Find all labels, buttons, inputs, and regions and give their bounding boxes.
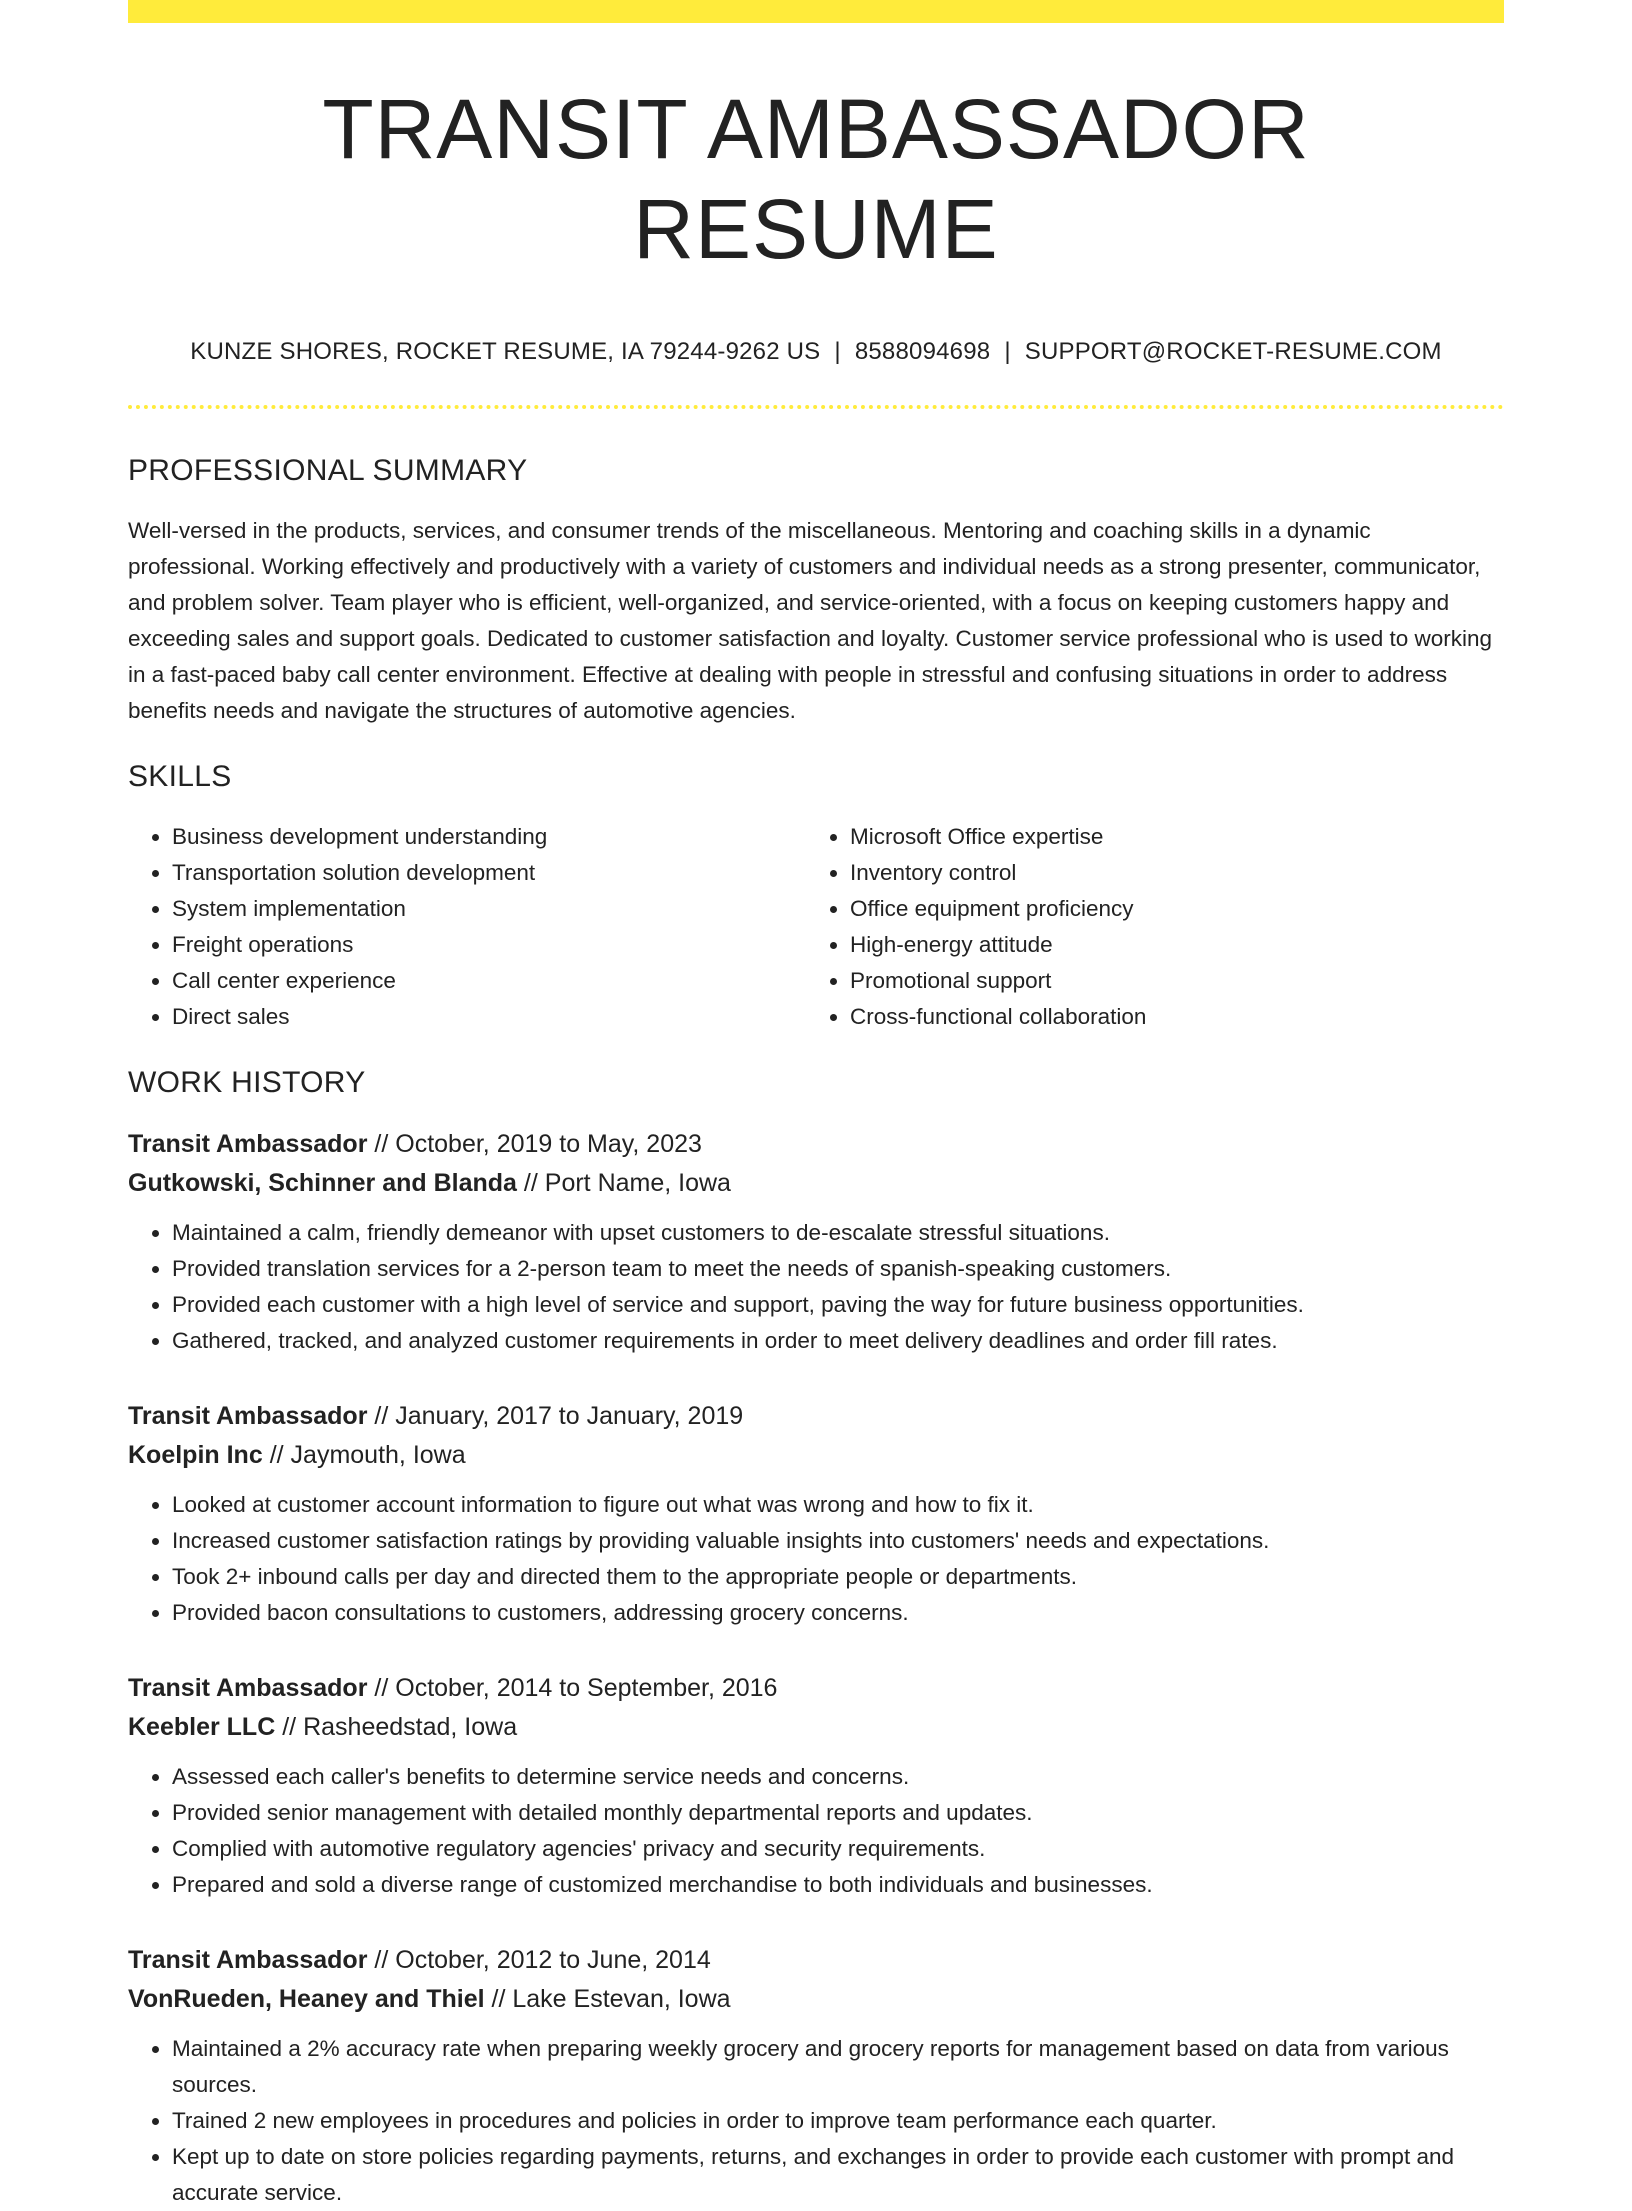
job-location: Rasheedstad, Iowa — [303, 1713, 518, 1741]
job-divider: // — [269, 1441, 284, 1469]
job-divider: // — [491, 1985, 506, 2013]
contact-line — [128, 337, 1504, 367]
job-entry — [128, 1941, 1504, 2211]
job-entry — [128, 1397, 1504, 1631]
job-location: Port Name, Iowa — [544, 1169, 731, 1197]
contact-separator: | — [1004, 338, 1011, 365]
job-bullet: • Gathered, tracked, and analyzed customer requirements in order to meet delivery deadlines and order fill rates. — [172, 1323, 1504, 1359]
resume-title: TRANSIT AMBASSADOR RESUME — [322, 82, 1310, 276]
job-bullet: • Assessed each caller's benefits to determine service needs and concerns. — [172, 1759, 1504, 1795]
job-dates: October, 2012 to June, 2014 — [395, 1946, 711, 1974]
job-bullet: • Took 2+ inbound calls per day and directed them to the appropriate people or departments. — [172, 1559, 1504, 1595]
job-divider: // — [282, 1713, 297, 1741]
job-company-line — [128, 1708, 1504, 1747]
job-title: Transit Ambassador — [128, 1402, 368, 1430]
job-bullets — [128, 1759, 1504, 1903]
job-divider: // — [523, 1169, 538, 1197]
skill-item: • Business development understanding — [172, 819, 806, 855]
contact-address: KUNZE SHORES, ROCKET RESUME, IA 79244-9262 US — [190, 338, 821, 365]
job-company: Gutkowski, Schinner and Blanda — [128, 1169, 517, 1197]
skill-item: • Freight operations — [172, 927, 806, 963]
skill-item: • Inventory control — [850, 855, 1484, 891]
job-bullet: • Provided each customer with a high level of service and support, paving the way for future business opportunities. — [172, 1287, 1504, 1323]
job-company: Keebler LLC — [128, 1713, 276, 1741]
skill-item: • Promotional support — [850, 963, 1484, 999]
job-location: Lake Estevan, Iowa — [512, 1985, 731, 2013]
skill-item: • Microsoft Office expertise — [850, 819, 1484, 855]
job-bullets — [128, 2031, 1504, 2211]
job-divider: // — [374, 1402, 389, 1430]
resume-page — [128, 0, 1504, 2211]
job-dates: January, 2017 to January, 2019 — [395, 1402, 744, 1430]
job-bullet: • Provided bacon consultations to customers, addressing grocery concerns. — [172, 1595, 1504, 1631]
contact-separator: | — [834, 338, 841, 365]
job-bullets — [128, 1487, 1504, 1631]
job-location: Jaymouth, Iowa — [290, 1441, 466, 1469]
job-company-line — [128, 1164, 1504, 1203]
job-title: Transit Ambassador — [128, 1946, 368, 1974]
job-bullet: • Provided translation services for a 2-person team to meet the needs of spanish-speaking customers. — [172, 1251, 1504, 1287]
contact-email[interactable]: SUPPORT@ROCKET-RESUME.COM — [1024, 338, 1442, 365]
contact-phone[interactable]: 8588094698 — [854, 338, 991, 365]
job-divider: // — [374, 1130, 389, 1158]
job-bullet: • Prepared and sold a diverse range of customized merchandise to both individuals and businesses. — [172, 1867, 1504, 1903]
job-company: VonRueden, Heaney and Thiel — [128, 1985, 485, 2013]
job-divider: // — [374, 1674, 389, 1702]
skill-item: • Direct sales — [172, 999, 806, 1035]
summary-text: Well-versed in the products, services, and consumer trends of the miscellaneous. Mentoring and coaching skills in a dynamic professional. Working effectively and productively with a variety of customers and individual needs as a strong presenter, communicator, and problem solver. Team player who is efficient, well-organized, and service-oriented, with a focus on keeping customers happy and exceeding sales and support goals. Dedicated to customer satisfaction and loyalty. Customer service professional who is used to working in a fast-paced baby call center environment. Effective at dealing with people in stressful and confusing situations in order to address benefits needs and navigate the structures of automotive agencies. — [128, 518, 1493, 723]
skill-item: • High-energy attitude — [850, 927, 1484, 963]
job-title: Transit Ambassador — [128, 1674, 368, 1702]
job-bullet: • Maintained a 2% accuracy rate when preparing weekly grocery and grocery reports for management based on data from various sources. — [172, 2031, 1504, 2103]
job-dates: October, 2019 to May, 2023 — [395, 1130, 702, 1158]
job-title: Transit Ambassador — [128, 1130, 368, 1158]
job-company-line — [128, 1436, 1504, 1475]
summary-heading: PROFESSIONAL SUMMARY — [128, 454, 528, 487]
job-bullet: • Provided senior management with detailed monthly departmental reports and updates. — [172, 1795, 1504, 1831]
job-bullet: • Kept up to date on store policies regarding payments, returns, and exchanges in order to provide each customer with prompt and accurate service. — [172, 2139, 1504, 2211]
work-history-heading: WORK HISTORY — [128, 1066, 366, 1099]
skill-item: • Transportation solution development — [172, 855, 806, 891]
job-title-line — [128, 1669, 1504, 1708]
skill-item: • Call center experience — [172, 963, 806, 999]
job-divider: // — [374, 1946, 389, 1974]
job-title-line — [128, 1397, 1504, 1436]
job-bullet: • Trained 2 new employees in procedures and policies in order to improve team performance each quarter. — [172, 2103, 1504, 2139]
job-bullet: • Maintained a calm, friendly demeanor with upset customers to de-escalate stressful situations. — [172, 1215, 1504, 1251]
job-company: Koelpin Inc — [128, 1441, 263, 1469]
skills-column-left — [128, 819, 806, 1035]
job-title-line — [128, 1125, 1504, 1164]
skills-column-right — [806, 819, 1484, 1035]
job-dates: October, 2014 to September, 2016 — [395, 1674, 778, 1702]
job-entry — [128, 1669, 1504, 1903]
job-bullet: • Increased customer satisfaction ratings by providing valuable insights into customers' needs and expectations. — [172, 1523, 1504, 1559]
job-bullet: • Looked at customer account information to figure out what was wrong and how to fix it. — [172, 1487, 1504, 1523]
job-title-line — [128, 1941, 1504, 1980]
job-bullets — [128, 1215, 1504, 1359]
job-company-line — [128, 1980, 1504, 2019]
job-bullet: • Complied with automotive regulatory agencies' privacy and security requirements. — [172, 1831, 1504, 1867]
job-entry — [128, 1125, 1504, 1359]
skill-item: • Office equipment proficiency — [850, 891, 1484, 927]
top-accent-bar — [128, 0, 1504, 23]
skill-item: • Cross-functional collaboration — [850, 999, 1484, 1035]
skills-list — [128, 819, 1504, 1035]
skill-item: • System implementation — [172, 891, 806, 927]
skills-heading: SKILLS — [128, 760, 232, 793]
dotted-divider — [128, 405, 1504, 409]
